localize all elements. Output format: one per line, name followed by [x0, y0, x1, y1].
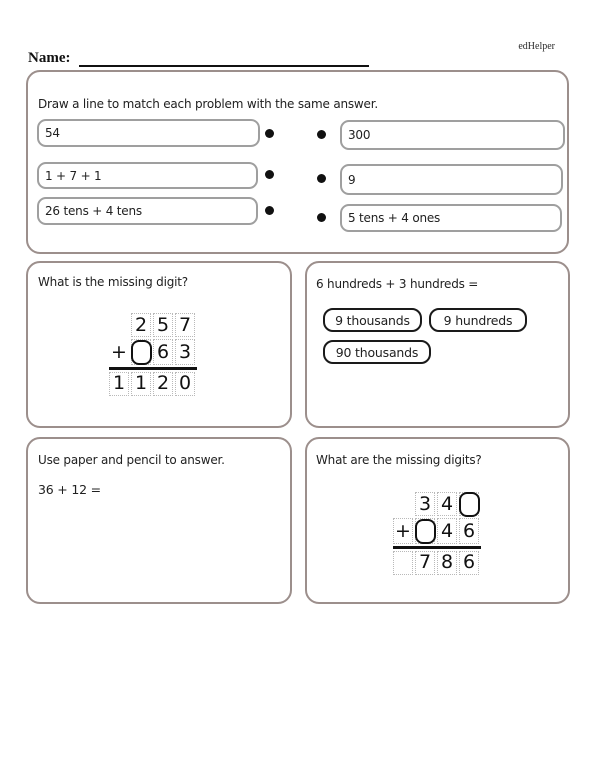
match-left-label-2: 1 + 7 + 1: [45, 168, 102, 183]
match-right-box-2[interactable]: [340, 164, 563, 195]
grid-cell: 4: [437, 518, 457, 544]
section-missing-digits: [305, 437, 570, 604]
grid-cell: [415, 518, 435, 544]
grid-cell: 0: [175, 372, 195, 396]
grid-cell: 6: [459, 551, 479, 575]
match-right-dot-2[interactable]: [317, 174, 326, 183]
choice-90-thousands[interactable]: [323, 340, 431, 364]
match-right-box-1[interactable]: [340, 120, 565, 150]
grid-row: [393, 518, 481, 544]
grid-cell: [109, 313, 129, 337]
match-right-label-3: 5 tens + 4 ones: [348, 211, 441, 225]
matching-prompt: Draw a line to match each problem with the same answer.: [38, 97, 378, 111]
match-left-dot-2[interactable]: [265, 170, 274, 179]
grid-cell: [393, 492, 413, 516]
grid-cell: +: [111, 340, 127, 363]
grid-cell: 4: [437, 492, 457, 516]
grid-row: [393, 551, 481, 575]
section-matching: [26, 70, 569, 254]
name-label: Name:: [28, 50, 71, 66]
grid-cell: 6: [459, 518, 479, 544]
missing-digit-box[interactable]: [131, 340, 152, 365]
choice-label-1: 9 thousands: [335, 312, 410, 328]
brand-text: edHelper: [518, 41, 555, 52]
grid-cell: 1: [109, 372, 129, 396]
match-right-box-3[interactable]: [340, 204, 562, 232]
match-left-box-3[interactable]: [37, 197, 258, 225]
section-missing-digit: [26, 261, 292, 428]
section-hundreds-choice: [305, 261, 570, 428]
grid-cell: 6: [153, 339, 173, 365]
section-paper-pencil: [26, 437, 292, 604]
grid-cell: +: [393, 518, 413, 544]
missing-digit-box[interactable]: [415, 519, 436, 544]
grid-cell: 3: [415, 492, 435, 516]
grid-cell: [393, 551, 413, 575]
sum-line: [109, 367, 197, 370]
match-left-box-1[interactable]: [37, 119, 260, 147]
name-blank-line[interactable]: [79, 52, 369, 67]
grid-cell: 7: [175, 313, 195, 337]
match-right-dot-3[interactable]: [317, 213, 326, 222]
grid-cell: 2: [131, 313, 151, 337]
grid-row: [109, 339, 197, 365]
grid-cell: [131, 339, 151, 365]
match-left-box-2[interactable]: [37, 162, 258, 189]
choice-9-hundreds[interactable]: [429, 308, 527, 332]
grid-cell: 3: [175, 339, 195, 365]
choice-label-2: 9 hundreds: [443, 312, 513, 328]
paper-pencil-expression: 36 + 12 =: [38, 482, 101, 497]
match-left-dot-1[interactable]: [265, 129, 274, 138]
paper-pencil-prompt: Use paper and pencil to answer.: [38, 453, 225, 467]
grid-row: [109, 313, 197, 337]
grid-cell: 2: [153, 372, 173, 396]
match-left-label-3: 26 tens + 4 tens: [45, 204, 142, 218]
hundreds-prompt: 6 hundreds + 3 hundreds =: [316, 277, 479, 291]
addition-grid-missing-digit: [109, 313, 197, 398]
sum-line: [393, 546, 481, 549]
addition-grid-missing-digits: [393, 492, 481, 577]
grid-cell: 1: [131, 372, 151, 396]
grid-cell: [459, 492, 479, 516]
missing-digit-box[interactable]: [459, 492, 480, 517]
match-left-label-1: 54: [45, 126, 60, 140]
match-right-label-2: 9: [348, 172, 356, 187]
match-right-dot-1[interactable]: [317, 130, 326, 139]
grid-cell: 7: [415, 551, 435, 575]
grid-cell: 8: [437, 551, 457, 575]
grid-row: [109, 372, 197, 396]
name-row: [28, 50, 369, 67]
missing-digit-prompt: What is the missing digit?: [38, 275, 188, 289]
match-right-label-1: 300: [348, 128, 371, 142]
grid-cell: 5: [153, 313, 173, 337]
choice-label-3: 90 thousands: [335, 344, 419, 360]
choice-9-thousands[interactable]: [323, 308, 422, 332]
missing-digits-prompt: What are the missing digits?: [316, 453, 482, 467]
grid-row: [393, 492, 481, 516]
match-left-dot-3[interactable]: [265, 206, 274, 215]
